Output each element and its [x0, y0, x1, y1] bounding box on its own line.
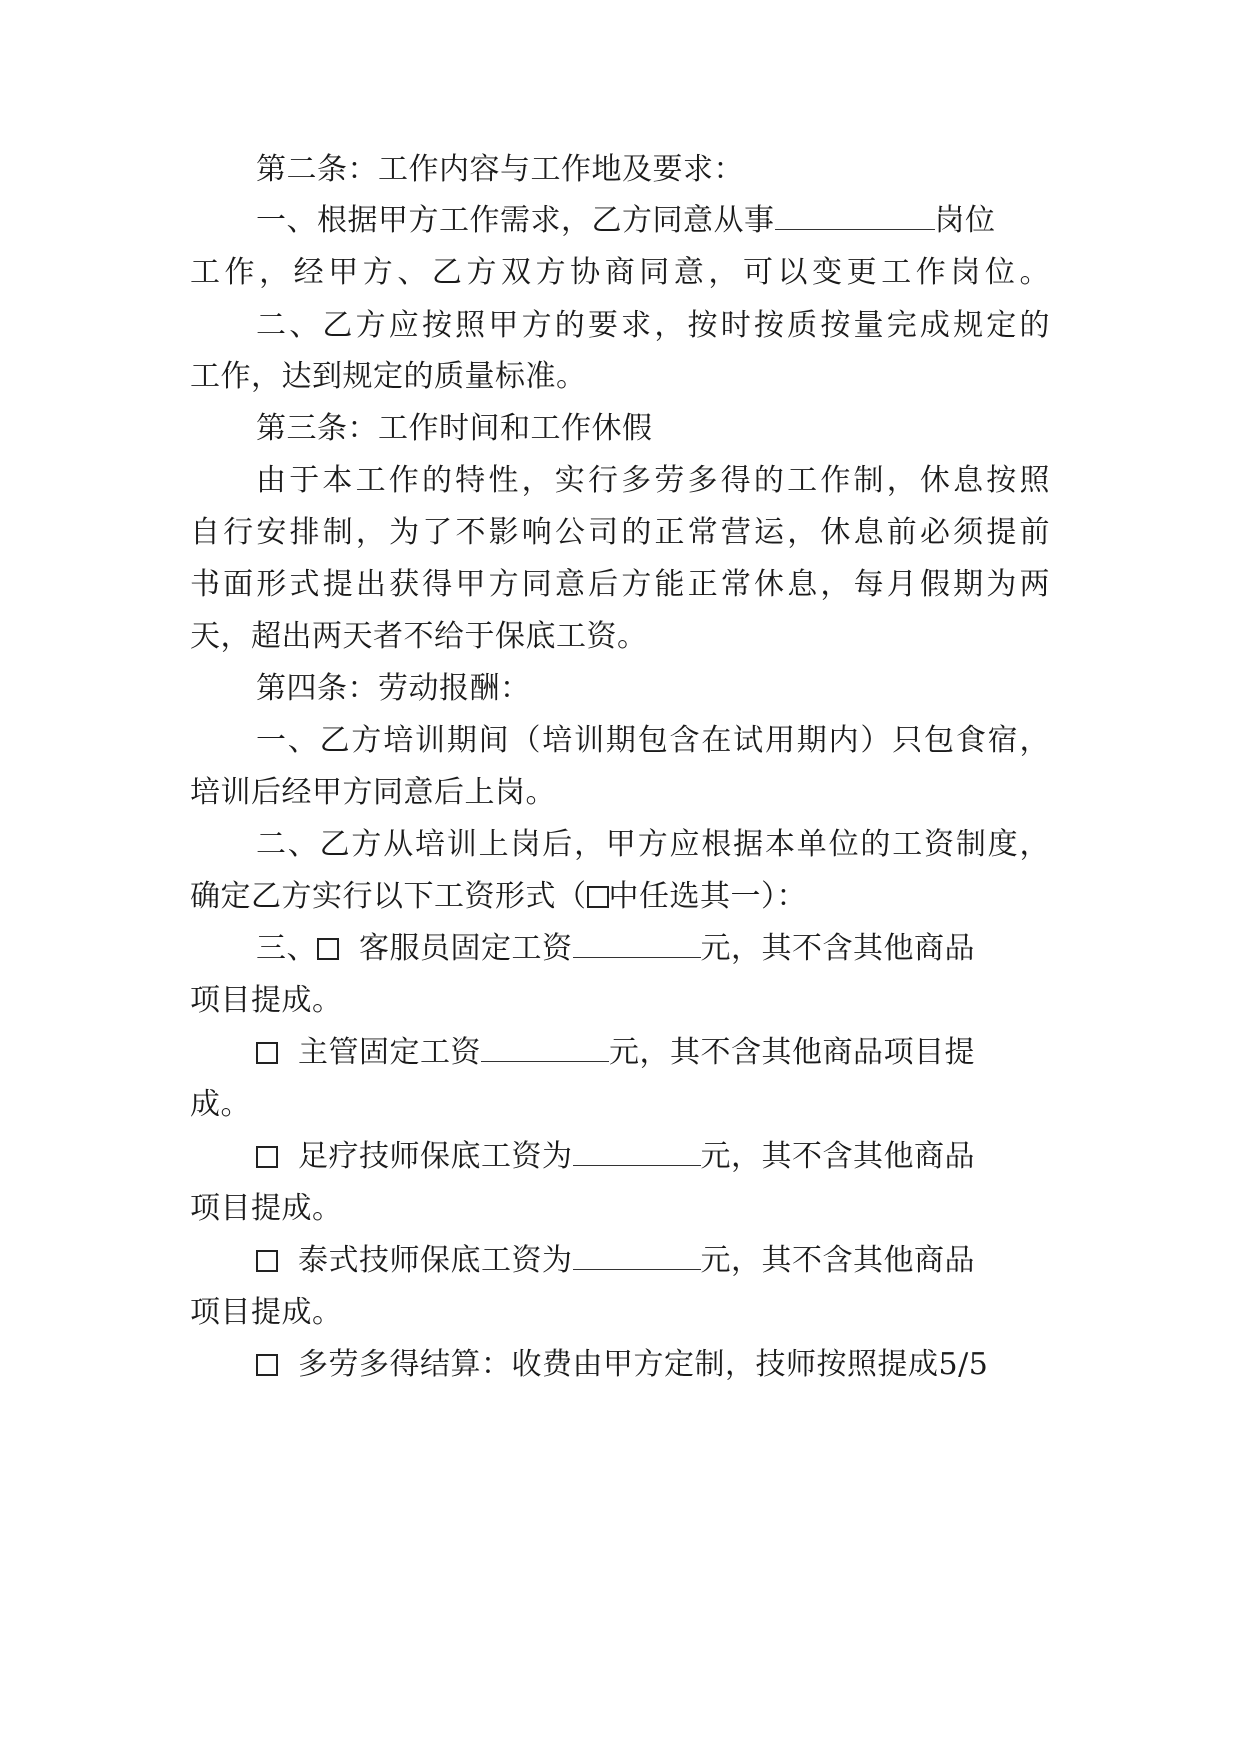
salary-option-commission: 多劳多得结算：收费由甲方定制，技师按照提成5/5 — [256, 1345, 1050, 1385]
article-4-item-2: 二、乙方从培训上岗后，甲方应根据本单位的工资制度， — [256, 827, 1050, 862]
paragraph-line: 天，超出两天者不给于保底工资。 — [190, 619, 648, 654]
salary-option-service: 三、 客服员固定工资 元，其不含其他商品 — [256, 931, 975, 966]
paragraph-line: 由于本工作的特性，实行多劳多得的工作制，休息按照 — [256, 463, 1050, 498]
checkbox-icon[interactable] — [256, 1354, 278, 1376]
paragraph-line: 项目提成。 — [190, 983, 343, 1018]
checkbox-icon — [587, 886, 609, 908]
paragraph-line: 工作，经甲方、乙方双方协商同意，可以变更工作岗位。 — [190, 255, 1050, 290]
paragraph-line: 书面形式提出获得甲方同意后方能正常休息，每月假期为两 — [190, 567, 1050, 602]
paragraph-line: 自行安排制，为了不影响公司的正常营运，休息前必须提前 — [190, 515, 1050, 550]
article-4-heading: 第四条：劳动报酬： — [256, 671, 531, 706]
amount-blank — [573, 929, 701, 958]
position-blank — [775, 201, 935, 230]
paragraph-line: 确定乙方实行以下工资形式（ 中任选其一）： — [190, 879, 807, 914]
salary-option-supervisor: 主管固定工资 元，其不含其他商品项目提 — [256, 1033, 1050, 1073]
paragraph-line: 成。 — [190, 1087, 251, 1122]
paragraph-line: 工作，达到规定的质量标准。 — [190, 359, 587, 394]
checkbox-icon[interactable] — [256, 1042, 278, 1064]
amount-blank — [481, 1033, 609, 1062]
article-4-item-1: 一、乙方培训期间（培训期包含在试用期内）只包食宿， — [256, 723, 1050, 758]
article-2-item-1: 一、根据甲方工作需求，乙方同意从事 岗位 — [256, 203, 996, 238]
salary-option-foot-therapist: 足疗技师保底工资为 元，其不含其他商品 — [256, 1137, 1050, 1177]
amount-blank — [573, 1241, 701, 1270]
salary-option-thai-therapist: 泰式技师保底工资为 元，其不含其他商品 — [256, 1241, 1050, 1281]
article-3-heading: 第三条：工作时间和工作休假 — [256, 411, 653, 446]
article-2-item-2: 二、乙方应按照甲方的要求，按时按质按量完成规定的 — [256, 308, 1050, 343]
article-2-heading: 第二条：工作内容与工作地及要求： — [256, 152, 744, 187]
amount-blank — [573, 1137, 701, 1166]
checkbox-icon[interactable] — [256, 1146, 278, 1168]
paragraph-line: 项目提成。 — [190, 1295, 343, 1330]
paragraph-line: 培训后经甲方同意后上岗。 — [190, 775, 556, 810]
checkbox-icon[interactable] — [317, 938, 339, 960]
checkbox-icon[interactable] — [256, 1250, 278, 1272]
paragraph-line: 项目提成。 — [190, 1191, 343, 1226]
